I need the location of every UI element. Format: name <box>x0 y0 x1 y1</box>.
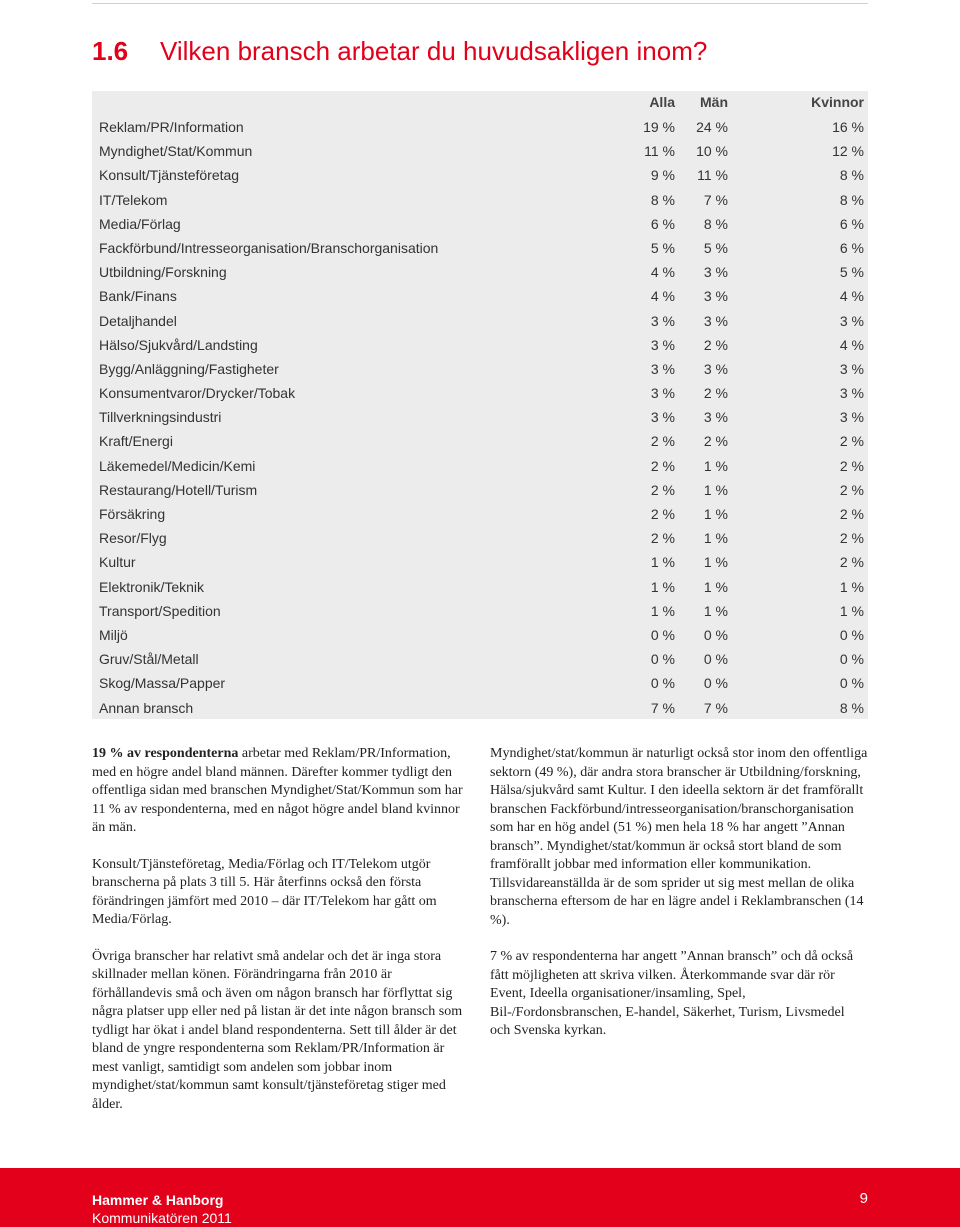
row-label: Fackförbund/Intresseorganisation/Branschorganisation <box>99 239 439 256</box>
cell-value: 11 % <box>644 143 675 160</box>
table-row <box>92 381 868 405</box>
table-row <box>92 236 868 260</box>
cell-value: 3 % <box>650 312 675 329</box>
cell-value: 3 % <box>650 409 675 426</box>
cell-value: 5 % <box>703 239 728 256</box>
cell-value: 3 % <box>839 385 864 402</box>
table-row <box>92 405 868 429</box>
cell-value: 11 % <box>697 167 728 184</box>
cell-value: 12 % <box>832 143 864 160</box>
row-label: Skog/Massa/Papper <box>99 675 226 692</box>
cell-value: 2 % <box>839 433 864 450</box>
table-row <box>92 309 868 333</box>
cell-value: 1 % <box>703 578 728 595</box>
row-label: Gruv/Stål/Metall <box>99 651 199 668</box>
cell-value: 16 % <box>832 119 864 135</box>
cell-value: 0 % <box>650 626 675 643</box>
row-label: Läkemedel/Medicin/Kemi <box>99 457 256 474</box>
cell-value: 2 % <box>650 457 675 474</box>
row-label: Miljö <box>99 626 128 643</box>
cell-value: 8 % <box>839 699 864 716</box>
cell-value: 3 % <box>703 264 728 281</box>
cell-value: 2 % <box>839 506 864 522</box>
row-label: Tillverkningsindustri <box>99 409 222 426</box>
cell-value: 8 % <box>703 215 728 232</box>
cell-value: 2 % <box>650 506 675 522</box>
cell-value: 8 % <box>650 191 675 208</box>
body-paragraph-4: Myndighet/stat/kommun är naturligt också stor inom den offentliga sektorn (49 %), där andra stora branscher är Utbildning/forskning, Hälsa/sjukvård samt Kultur. I den ideella sektorn är det framförallt branschen Fackförbund/intresseorganisation/branschorganisation som har en hög andel (51 %) men hela 18 % har angett ”Annan bransch”. Myndighet/stat/kommun är också stort bland de som framförallt jobbar med information eller kommunikation. Tillsvidareanställda är de som sprider ut sig mest mellan de olika branscherna eftersom de har en lägre andel i Reklambranschen (14 %). <box>490 746 868 928</box>
row-label: Media/Förlag <box>99 215 181 232</box>
cell-value: 2 % <box>839 457 864 474</box>
page-number: 9 <box>859 1190 868 1207</box>
cell-value: 3 % <box>839 312 864 329</box>
cell-value: 0 % <box>703 626 728 643</box>
table-row <box>92 212 868 236</box>
row-label: Utbildning/Forskning <box>99 264 227 281</box>
column-header: Kvinnor <box>811 94 864 110</box>
row-label: Resor/Flyg <box>99 530 167 547</box>
row-label: Elektronik/Teknik <box>99 578 205 595</box>
footer-bar <box>0 1168 960 1227</box>
column-header: Alla <box>649 94 675 110</box>
cell-value: 5 % <box>839 264 864 281</box>
publication-name: Kommunikatören 2011 <box>92 1210 232 1226</box>
cell-value: 6 % <box>650 215 675 232</box>
cell-value: 0 % <box>839 651 864 668</box>
table-header-row <box>92 91 868 113</box>
table-row <box>92 260 868 284</box>
cell-value: 7 % <box>703 191 728 208</box>
cell-value: 7 % <box>650 699 675 716</box>
cell-value: 1 % <box>703 554 728 571</box>
body-paragraph-5: 7 % av respondenterna har angett ”Annan bransch” och då också fått möjligheten att skriva vilken. Återkommande svar där rör Event, Ideella organisationer/insamling, Spel, Bil-/Fordonsbranschen, E-handel, Säkerhet, Turism, Livsmedel och Svenska kyrkan. <box>490 949 854 1038</box>
cell-value: 4 % <box>839 336 864 353</box>
table-row <box>92 526 868 550</box>
cell-value: 1 % <box>703 481 728 498</box>
cell-value: 1 % <box>703 457 728 474</box>
paragraph-lead: 19 % av respondenterna <box>92 746 239 761</box>
row-label: Kultur <box>99 554 136 571</box>
cell-value: 4 % <box>650 288 675 305</box>
cell-value: 1 % <box>650 554 675 571</box>
cell-value: 3 % <box>650 385 675 402</box>
cell-value: 8 % <box>839 191 864 208</box>
body-paragraph-2: Konsult/Tjänsteföretag, Media/Förlag och IT/Telekom utgör branscherna på plats 3 till 5. Här återfinns också den första förändringen jämfört med 2010 – där IT/Telekom har gått om Media/Förlag. <box>92 856 437 927</box>
table-row <box>92 139 868 163</box>
table-row <box>92 357 868 381</box>
cell-value: 10 % <box>696 143 728 160</box>
table-row <box>92 478 868 502</box>
table-row <box>92 284 868 308</box>
cell-value: 3 % <box>650 336 675 353</box>
cell-value: 1 % <box>703 506 728 522</box>
industry-table <box>92 91 868 719</box>
table-row <box>92 429 868 453</box>
cell-value: 4 % <box>650 264 675 281</box>
cell-value: 2 % <box>839 554 864 571</box>
column-header: Män <box>700 94 728 110</box>
section-title: Vilken bransch arbetar du huvudsakligen inom? <box>160 36 708 66</box>
cell-value: 2 % <box>839 530 864 547</box>
body-column-right <box>490 745 868 1059</box>
table-row <box>92 550 868 574</box>
cell-value: 0 % <box>839 675 864 692</box>
cell-value: 2 % <box>650 481 675 498</box>
row-label: Reklam/PR/Information <box>99 119 244 135</box>
row-label: Försäkring <box>99 506 166 522</box>
cell-value: 1 % <box>703 530 728 547</box>
cell-value: 1 % <box>839 602 864 619</box>
cell-value: 0 % <box>839 626 864 643</box>
cell-value: 4 % <box>839 288 864 305</box>
cell-value: 19 % <box>643 119 675 135</box>
cell-value: 1 % <box>703 602 728 619</box>
cell-value: 3 % <box>703 312 728 329</box>
row-label: Konsumentvaror/Drycker/Tobak <box>99 385 296 402</box>
table-row <box>92 696 868 720</box>
table-row <box>92 188 868 212</box>
row-label: Transport/Spedition <box>99 602 221 619</box>
table-row <box>92 502 868 526</box>
table-row <box>92 623 868 647</box>
row-label: Kraft/Energi <box>99 433 173 450</box>
body-paragraph-1 <box>92 745 472 838</box>
body-paragraph-3: Övriga branscher har relativt små andelar och det är inga stora skillnader mellan könen. Förändringarna från 2010 är förhållandevis små och även om någon bransch har förflyttat sig några platser upp eller ned på listan är det inte någon bransch som tydligt har ökat i andel bland respondenterna. Sett till ålder är det bland de yngre respondenterna som Reklam/PR/Information är mest vanligt, samtidigt som andelen som jobbar inom myndighet/stat/kommun samt konsult/tjänsteföretag stiger med ålder. <box>92 948 463 1112</box>
row-label: Restaurang/Hotell/Turism <box>99 481 258 498</box>
cell-value: 1 % <box>650 578 675 595</box>
row-label: Myndighet/Stat/Kommun <box>99 143 253 160</box>
cell-value: 2 % <box>703 433 728 450</box>
cell-value: 0 % <box>650 675 675 692</box>
cell-value: 24 % <box>696 119 728 135</box>
cell-value: 3 % <box>839 360 864 377</box>
cell-value: 8 % <box>839 167 864 184</box>
row-label: Konsult/Tjänsteföretag <box>99 167 240 184</box>
cell-value: 7 % <box>703 699 728 716</box>
table-row <box>92 333 868 357</box>
top-divider <box>92 3 868 4</box>
row-label: Annan bransch <box>99 699 194 716</box>
table-row <box>92 575 868 599</box>
section-number: 1.6 <box>92 36 129 66</box>
cell-value: 1 % <box>650 602 675 619</box>
row-label: IT/Telekom <box>99 191 168 208</box>
table-row <box>92 599 868 623</box>
cell-value: 0 % <box>650 651 675 668</box>
cell-value: 3 % <box>703 360 728 377</box>
row-label: Bygg/Anläggning/Fastigheter <box>99 360 279 377</box>
table-row <box>92 454 868 478</box>
cell-value: 3 % <box>703 288 728 305</box>
cell-value: 1 % <box>839 578 864 595</box>
cell-value: 2 % <box>703 385 728 402</box>
table-row <box>92 115 868 139</box>
cell-value: 2 % <box>703 336 728 353</box>
table-row <box>92 647 868 671</box>
cell-value: 3 % <box>839 409 864 426</box>
body-column-left <box>92 745 472 1132</box>
publisher-name: Hammer & Hanborg <box>92 1192 224 1208</box>
row-label: Hälso/Sjukvård/Landsting <box>99 336 258 353</box>
table-row <box>92 163 868 187</box>
cell-value: 2 % <box>650 433 675 450</box>
cell-value: 3 % <box>650 360 675 377</box>
cell-value: 6 % <box>839 239 864 256</box>
cell-value: 5 % <box>650 239 675 256</box>
cell-value: 0 % <box>703 675 728 692</box>
footer-publication <box>92 1191 232 1227</box>
paragraph-text: arbetar med Reklam/PR/Information, med en högre andel bland männen. Därefter kommer tydligt den offentliga sidan med branschen Myndighet/Stat/Kommun som har 11 % av respondenterna, med en något högre andel bland kvinnor än män. <box>92 746 463 835</box>
cell-value: 9 % <box>650 167 675 184</box>
row-label: Bank/Finans <box>99 288 177 305</box>
cell-value: 6 % <box>839 215 864 232</box>
cell-value: 2 % <box>650 530 675 547</box>
section-heading <box>92 36 707 66</box>
row-label: Detaljhandel <box>99 312 177 329</box>
cell-value: 3 % <box>703 409 728 426</box>
cell-value: 0 % <box>703 651 728 668</box>
table-row <box>92 671 868 695</box>
cell-value: 2 % <box>839 481 864 498</box>
